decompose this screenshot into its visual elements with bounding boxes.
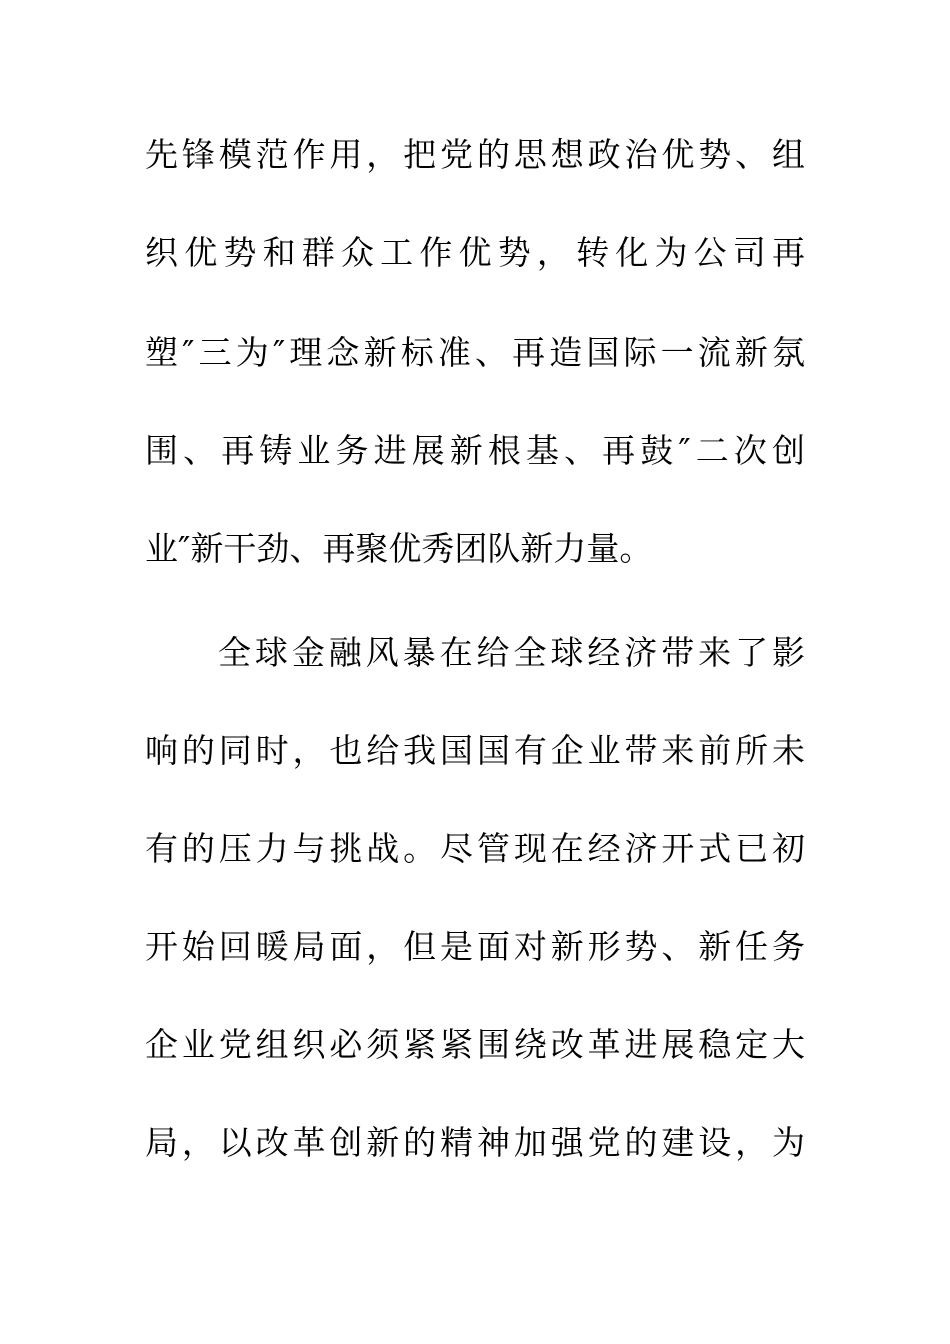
paragraph-2-line-4: 开始回暖局面，但是面对新形势、新任务 bbox=[145, 927, 805, 966]
paragraph-2-line-5: 企业党组织必须紧紧围绕改革进展稳定大 bbox=[145, 1025, 805, 1064]
paragraph-1-line-1: 先锋模范作用，把党的思想政治优势、组 bbox=[145, 135, 805, 174]
paragraph-2-line-6: 局，以改革创新的精神加强党的建设，为 bbox=[145, 1123, 805, 1162]
paragraph-1-line-3: 塑″三为″理念新标准、再造国际一流新氛 bbox=[145, 333, 805, 372]
paragraph-2-line-1: 全球金融风暴在给全球经济带来了影 bbox=[218, 633, 805, 672]
paragraph-1-line-4: 围、再铸业务进展新根基、再鼓″二次创 bbox=[145, 431, 805, 470]
paragraph-2-line-3: 有的压力与挑战。尽管现在经济开式已初 bbox=[145, 829, 805, 868]
paragraph-2-line-2: 响的同时，也给我国国有企业带来前所未 bbox=[145, 731, 805, 770]
paragraph-1-line-2: 织优势和群众工作优势，转化为公司再 bbox=[145, 233, 805, 272]
paragraph-1-line-5: 业″新干劲、再聚优秀团队新力量。 bbox=[145, 529, 653, 568]
